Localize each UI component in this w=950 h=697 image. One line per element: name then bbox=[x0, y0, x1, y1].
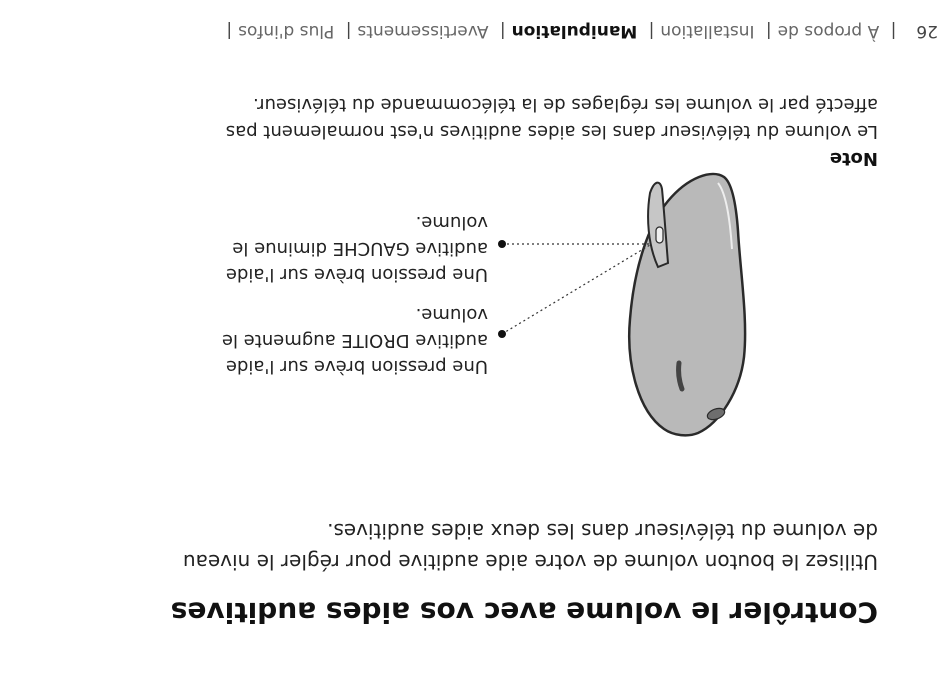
callout-left-volume-down: Une pression brève sur l'aide auditive GAUCHE diminue le volume. bbox=[225, 212, 488, 285]
nav-item-manipulation[interactable]: Manipulation bbox=[511, 21, 638, 41]
nav-item-installation[interactable]: Installation bbox=[660, 21, 755, 41]
intro-paragraph: Utilisez le bouton volume de votre aide auditive pour régler le niveau de volume du téléviseur dans les deux aides auditives. bbox=[182, 519, 878, 574]
note-body: Le volume du téléviseur dans les aides auditives n'est normalement pas affecté par le volume les réglages de la télécommande du téléviseur. bbox=[225, 94, 878, 142]
callout-right-volume-up: Une pression brève sur l'aide auditive DROITE augmente le volume. bbox=[221, 304, 488, 377]
note-title: Note bbox=[829, 148, 878, 169]
breadcrumb-nav: 26| À propos de| Installation| Manipulation| Avertissements| Plus d'infos| bbox=[226, 21, 938, 41]
nav-item-a-propos[interactable]: À propos de bbox=[777, 21, 880, 41]
page-number: 26 bbox=[916, 21, 938, 41]
section-title: Contrôler le volume avec vos aides auditives bbox=[170, 596, 878, 629]
nav-item-plus-dinfos[interactable]: Plus d'infos bbox=[238, 21, 335, 41]
nav-item-avertissements[interactable]: Avertissements bbox=[357, 21, 489, 41]
